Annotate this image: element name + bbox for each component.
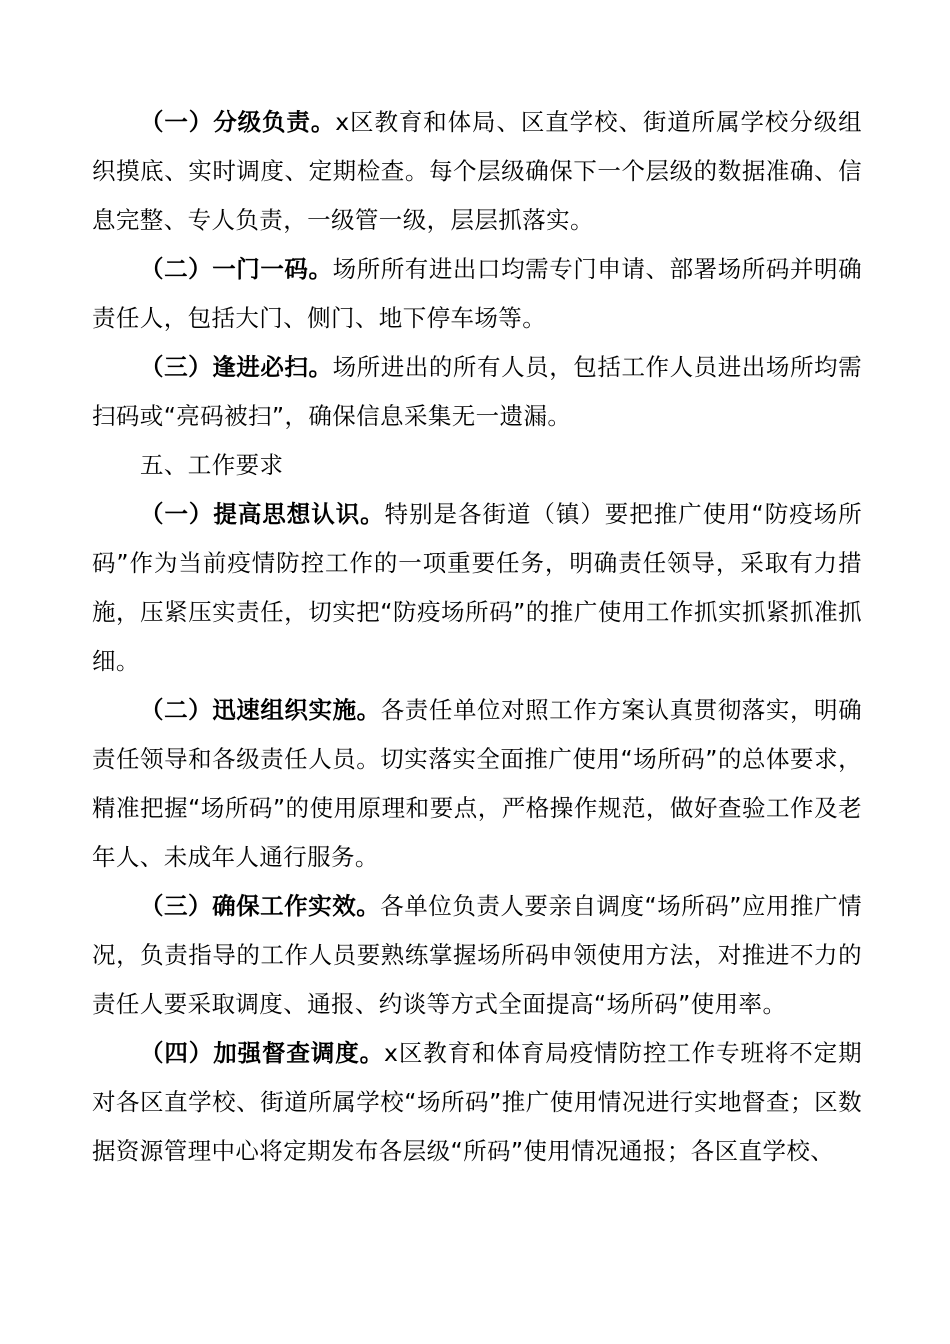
paragraph-heading: （一）提高思想认识。	[140, 500, 385, 528]
paragraph-1	[92, 98, 862, 245]
paragraph-2	[92, 245, 862, 343]
paragraph-text: x区教育和体局、区直学校、街道所属学校分级组织摸底、实时调度、定期检查。每个层级确保下一个层级的数据准确、信息完整、专人负责，一级管一级，层层抓落实。	[92, 108, 862, 234]
paragraph-text: 场所所有进出口均需专门申请、部署场所码并明确责任人，包括大门、侧门、地下停车场等。	[92, 255, 862, 332]
paragraph-text: 场所进出的所有人员，包括工作人员进出场所均需扫码或“亮码被扫”，确保信息采集无一遗漏。	[92, 353, 862, 430]
paragraph-heading: （一）分级负责。	[140, 108, 336, 136]
paragraph-6	[92, 882, 862, 1029]
paragraph-heading: （二）一门一码。	[140, 255, 333, 283]
paragraph-heading: （四）加强督查调度。	[140, 1039, 385, 1067]
paragraph-5	[92, 686, 862, 882]
paragraph-4	[92, 490, 862, 686]
paragraph-text: 特别是各街道（镇）要把推广使用“防疫场所码”作为当前疫情防控工作的一项重要任务，明确责任领导，采取有力措施，压紧压实责任，切实把“防疫场所码”的推广使用工作抓实抓紧抓准抓细。	[92, 500, 862, 675]
document-body	[92, 98, 862, 1176]
section-title: 五、工作要求	[140, 451, 284, 479]
paragraph-heading: （二）迅速组织实施。	[140, 696, 381, 724]
paragraph-text: 各单位负责人要亲自调度“场所码”应用推广情况，负责指导的工作人员要熟练掌握场所码申领使用方法，对推进不力的责任人要采取调度、通报、约谈等方式全面提高“场所码”使用率。	[92, 892, 862, 1018]
paragraph-text: 各责任单位对照工作方案认真贯彻落实，明确责任领导和各级责任人员。切实落实全面推广使用“场所码”的总体要求，精准把握“场所码”的使用原理和要点，严格操作规范，做好查验工作及老年人、未成年人通行服务。	[92, 696, 863, 871]
paragraph-heading: （三）确保工作实效。	[140, 892, 381, 920]
paragraph-3	[92, 343, 862, 441]
paragraph-7	[92, 1029, 862, 1176]
section-heading	[92, 441, 862, 490]
paragraph-text: x区教育和体育局疫情防控工作专班将不定期对各区直学校、街道所属学校“场所码”推广使用情况进行实地督查；区数据资源管理中心将定期发布各层级“所码”使用情况通报；各区直学校、	[92, 1039, 862, 1165]
paragraph-heading: （三）逢进必扫。	[140, 353, 333, 381]
